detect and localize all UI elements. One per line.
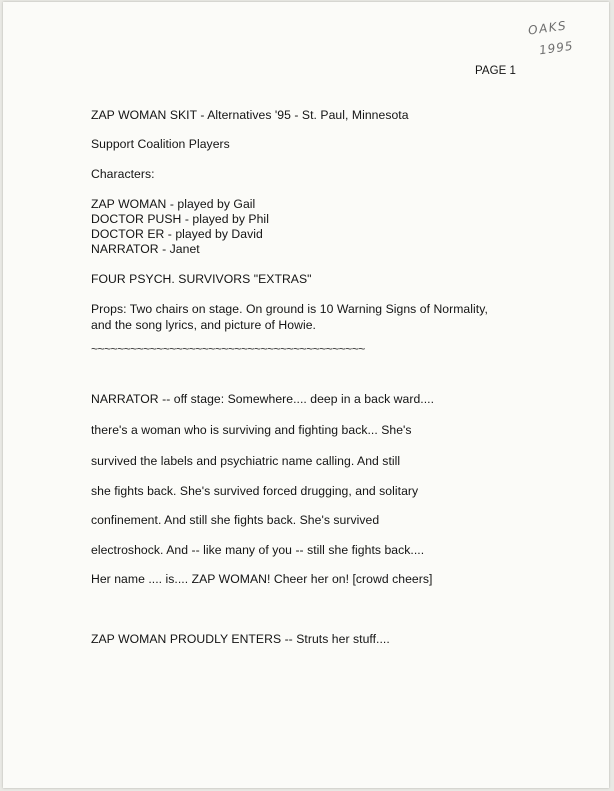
document-title: ZAP WOMAN SKIT - Alternatives '95 - St. Paul, Minnesota bbox=[91, 108, 409, 122]
props-line: Props: Two chairs on stage. On ground is 10 Warning Signs of Normality, bbox=[91, 302, 488, 316]
group-name: Support Coalition Players bbox=[91, 137, 230, 151]
stage-direction: ZAP WOMAN PROUDLY ENTERS -- Struts her stuff.... bbox=[91, 632, 390, 646]
narration-line: there's a woman who is surviving and fighting back... She's bbox=[91, 423, 412, 437]
character-line: NARRATOR - Janet bbox=[91, 242, 200, 256]
separator-line: ~~~~~~~~~~~~~~~~~~~~~~~~~~~~~~~~~~~~~~~~~~ bbox=[91, 342, 365, 356]
narration-line: NARRATOR -- off stage: Somewhere.... deep in a back ward.... bbox=[91, 392, 435, 406]
character-line: ZAP WOMAN - played by Gail bbox=[91, 197, 256, 211]
narration-line: confinement. And still she fights back. She's survived bbox=[91, 513, 380, 527]
character-line: DOCTOR ER - played by David bbox=[91, 227, 263, 241]
extras-line: FOUR PSYCH. SURVIVORS "EXTRAS" bbox=[91, 272, 312, 286]
narration-line: survived the labels and psychiatric name calling. And still bbox=[91, 454, 401, 468]
narration-line: she fights back. She's survived forced drugging, and solitary bbox=[91, 484, 419, 498]
page-number: PAGE 1 bbox=[475, 65, 516, 77]
narration-line: Her name .... is.... ZAP WOMAN! Cheer her on! [crowd cheers] bbox=[91, 572, 433, 586]
character-line: DOCTOR PUSH - played by Phil bbox=[91, 212, 269, 226]
narration-line: electroshock. And -- like many of you -- still she fights back.... bbox=[91, 543, 425, 557]
props-line: and the song lyrics, and picture of Howie. bbox=[91, 318, 316, 332]
handwritten-annotation-year: 1995 bbox=[538, 38, 575, 58]
characters-heading: Characters: bbox=[91, 167, 155, 181]
handwritten-annotation-name: OAKS bbox=[527, 18, 568, 38]
